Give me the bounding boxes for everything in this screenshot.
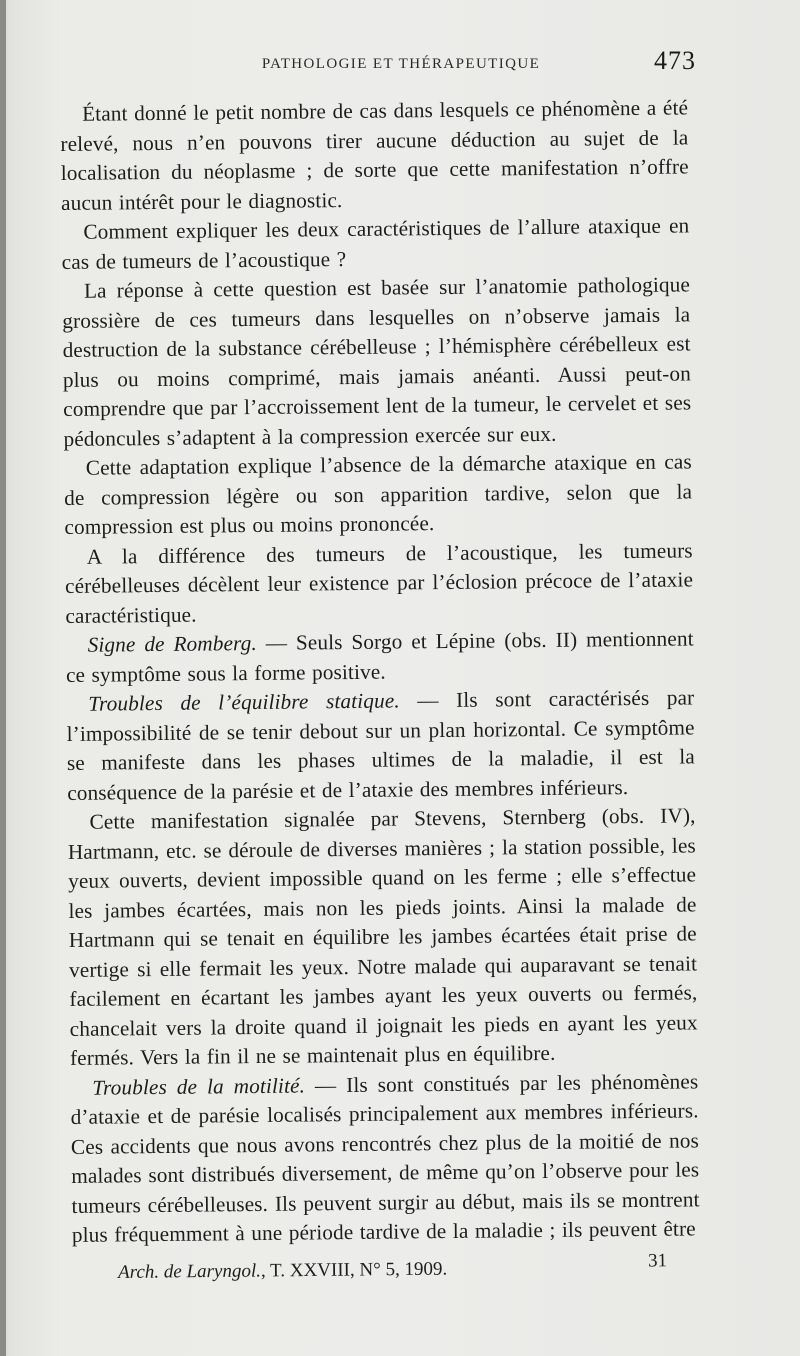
journal-citation: , T. XXVIII, N° 5, 1909.: [260, 1258, 448, 1282]
paragraph: [64, 447, 693, 542]
signature-mark: 31: [647, 1250, 668, 1272]
section-heading-motilite: Troubles de la motilité.: [92, 1072, 306, 1100]
journal-title: Arch. de Laryngol.: [118, 1260, 262, 1283]
section-heading-equilibre: Troubles de l’équilibre statique.: [88, 688, 400, 716]
paragraph-text: — Seuls Sorgo et Lépine (obs. II) mentionnent ce symptôme sous la forme positive.: [65, 626, 694, 687]
paragraph-text: La réponse à cette question est basée sur l’anatomie pathologique grossière de ces tumeurs dans lesquelles on n’observe jamais la destruction de la substance cérébelleuse ; l’hémisphère cérébelleux est plus ou moins comprimé, mais jamais anéanti. Aussi peut-on comprendre que par l’accroissement lent de la tumeur, le cervelet et ses pédoncules s’adaptent à la compression exercée sur eux.: [62, 272, 692, 451]
paragraph: [66, 624, 695, 690]
running-head: PATHOLOGIE ET THÉRAPEUTIQUE: [261, 56, 541, 72]
paragraph-text: Cette manifestation signalée par Stevens, Sternberg (obs. IV), Hartmann, etc. se déroule de diverses manières ; la station possible, les yeux ouverts, devient impossible quand on les ferme ; elle s’effectue les jambes écartées, mais non les pieds joints. Ainsi la malade de Hartmann qui se tenait en équilibre les jambes écartées était prise de vertige si elle fermait les yeux. Notre malade qui auparavant se tenait facilement en écartant les jambes ayant les yeux ouverts ou fermés, chancelait vers la droite quand il joignait les pieds en ayant les yeux fermés. Vers la fin il ne se maintenait plus en équilibre.: [67, 803, 698, 1070]
paragraph-text: Étant donné le petit nombre de cas dans lesquels ce phénomène a été relevé, nous n’en pouvons tirer aucune déduction au sujet de la localisation du néoplasme ; de sorte que cette manifestation n’offre aucun intérêt pour le diagnostic.: [60, 95, 689, 215]
section-heading-romberg: Signe de Romberg.: [87, 630, 258, 657]
paragraph: [61, 211, 690, 277]
paragraph: [70, 1067, 700, 1251]
body-text: [60, 93, 700, 1250]
paragraph: [67, 801, 698, 1073]
paragraph: [65, 536, 694, 631]
paragraph: [62, 270, 692, 454]
paragraph: [60, 93, 689, 218]
footer-citation: [118, 1250, 678, 1284]
paragraph-text: — Ils sont constitués par les phénomènes d’ataxie et de parésie localisés principalement aux membres inférieurs. Ces accidents que nous avons rencontrés chez plus de la moitié de nos malades sont distribués diversement, de même qu’on l’observe pour les tumeurs cérébelleuses. Ils peuvent surgir au début, mais ils se montrent plus fréquemment à une période tardive de la maladie ; ils peuvent être: [70, 1068, 700, 1247]
paragraph-text: Comment expliquer les deux caractéristiques de l’allure ataxique en cas de tumeurs de l’acoustique ?: [61, 213, 690, 274]
paragraph: [66, 683, 695, 808]
page-gutter-shadow: [0, 0, 6, 1356]
paragraph-text: Cette adaptation explique l’absence de la démarche ataxique en cas de compression légère ou son apparition tardive, selon que la compression est plus ou moins prononcée.: [64, 449, 693, 539]
page-number: 473: [654, 46, 696, 75]
paragraph-text: A la différence des tumeurs de l’acoustique, les tumeurs cérébelleuses décèlent leur existence par l’éclosion précoce de l’ataxie caractéristique.: [64, 537, 694, 628]
paragraph-text: — Ils sont caractérisés par l’impossibilité de se tenir debout sur un plan horizontal. Ce symptôme se manifeste dans les phases ultimes de la maladie, il est la conséquence de la parésie et de l’ataxie des membres inférieurs.: [66, 685, 696, 805]
